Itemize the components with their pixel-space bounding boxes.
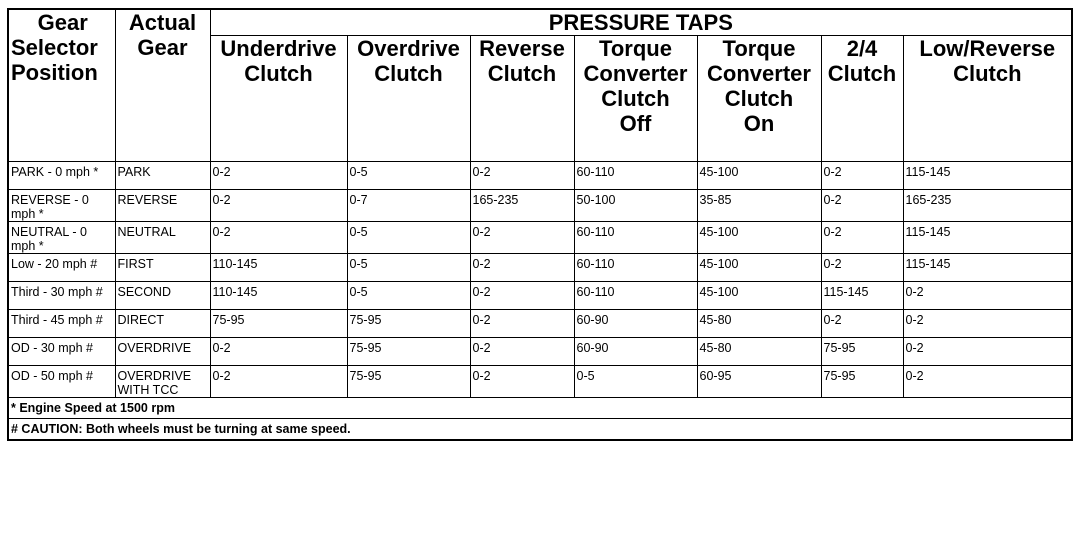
cell-tcc-off: 0-5 [574, 366, 697, 398]
cell-underdrive: 0-2 [210, 222, 347, 254]
cell-tcc-on: 60-95 [697, 366, 821, 398]
header-torque-converter-clutch-off [574, 36, 697, 162]
note-engine-speed: * Engine Speed at 1500 rpm [8, 398, 1072, 419]
table-row [8, 254, 1072, 282]
header-line: 2/4 [846, 36, 878, 61]
cell-reverse: 0-2 [470, 254, 574, 282]
cell-actual-gear: SECOND [115, 282, 210, 310]
cell-tcc-on: 45-80 [697, 310, 821, 338]
cell-gear-selector: REVERSE - 0 mph * [8, 190, 115, 222]
header-line: On [743, 111, 775, 136]
cell-low-reverse: 115-145 [903, 162, 1072, 190]
header-line: Converter [583, 61, 688, 86]
cell-reverse: 0-2 [470, 366, 574, 398]
header-line: Low/Reverse [919, 36, 1056, 61]
cell-reverse: 0-2 [470, 338, 574, 366]
table-row [8, 190, 1072, 222]
cell-overdrive: 0-5 [347, 254, 470, 282]
cell-2-4: 75-95 [821, 366, 903, 398]
header-line: Gear [137, 35, 188, 60]
header-line: Actual [128, 10, 197, 35]
header-line: Off [619, 111, 652, 136]
cell-actual-gear: FIRST [115, 254, 210, 282]
header-reverse-clutch [470, 36, 574, 162]
cell-actual-gear: REVERSE [115, 190, 210, 222]
cell-underdrive: 0-2 [210, 190, 347, 222]
cell-actual-gear: PARK [115, 162, 210, 190]
note-caution: # CAUTION: Both wheels must be turning at same speed. [8, 419, 1072, 440]
cell-tcc-on: 35-85 [697, 190, 821, 222]
cell-tcc-off: 60-110 [574, 254, 697, 282]
header-line: Overdrive [357, 36, 460, 61]
cell-underdrive: 0-2 [210, 338, 347, 366]
header-line: Selector [11, 35, 98, 60]
cell-2-4: 0-2 [821, 254, 903, 282]
table-row [8, 162, 1072, 190]
header-torque-converter-clutch-on [697, 36, 821, 162]
cell-low-reverse: 0-2 [903, 366, 1072, 398]
cell-2-4: 0-2 [821, 190, 903, 222]
cell-low-reverse: 0-2 [903, 310, 1072, 338]
note-row [8, 419, 1072, 440]
header-actual-gear [115, 9, 210, 162]
cell-tcc-on: 45-100 [697, 222, 821, 254]
cell-underdrive: 75-95 [210, 310, 347, 338]
cell-gear-selector: NEUTRAL - 0 mph * [8, 222, 115, 254]
header-pressure-taps: PRESSURE TAPS [210, 9, 1072, 36]
cell-tcc-off: 60-110 [574, 162, 697, 190]
cell-tcc-off: 50-100 [574, 190, 697, 222]
header-line: Underdrive [220, 36, 337, 61]
header-line: Gear [37, 10, 88, 35]
cell-underdrive: 0-2 [210, 366, 347, 398]
cell-reverse: 0-2 [470, 282, 574, 310]
cell-gear-selector: OD - 50 mph # [8, 366, 115, 398]
cell-low-reverse: 115-145 [903, 254, 1072, 282]
cell-low-reverse: 115-145 [903, 222, 1072, 254]
cell-reverse: 0-2 [470, 162, 574, 190]
table-row [8, 366, 1072, 398]
header-line: Converter [707, 61, 811, 86]
cell-overdrive: 0-5 [347, 282, 470, 310]
cell-actual-gear: DIRECT [115, 310, 210, 338]
header-line: Clutch [724, 86, 794, 111]
header-line: Torque [599, 36, 672, 61]
header-gear-selector-position [8, 9, 115, 162]
pressure-taps-table [7, 8, 1073, 441]
header-line: Reverse [479, 36, 565, 61]
cell-gear-selector: PARK - 0 mph * [8, 162, 115, 190]
cell-overdrive: 75-95 [347, 338, 470, 366]
cell-actual-gear: OVERDRIVE WITH TCC [115, 366, 210, 398]
header-overdrive-clutch [347, 36, 470, 162]
cell-2-4: 75-95 [821, 338, 903, 366]
header-line: Position [11, 60, 98, 85]
cell-actual-gear: OVERDRIVE [115, 338, 210, 366]
cell-gear-selector: Third - 45 mph # [8, 310, 115, 338]
cell-underdrive: 110-145 [210, 282, 347, 310]
cell-underdrive: 110-145 [210, 254, 347, 282]
cell-tcc-off: 60-90 [574, 310, 697, 338]
cell-overdrive: 0-7 [347, 190, 470, 222]
cell-reverse: 0-2 [470, 222, 574, 254]
cell-tcc-off: 60-110 [574, 222, 697, 254]
cell-reverse: 0-2 [470, 310, 574, 338]
cell-tcc-on: 45-100 [697, 282, 821, 310]
header-low-reverse-clutch [903, 36, 1072, 162]
header-line: Clutch [953, 61, 1022, 86]
header-line: Clutch [244, 61, 313, 86]
cell-tcc-off: 60-90 [574, 338, 697, 366]
cell-tcc-off: 60-110 [574, 282, 697, 310]
header-line: Clutch [374, 61, 443, 86]
header-underdrive-clutch [210, 36, 347, 162]
table-row [8, 338, 1072, 366]
header-line: Clutch [827, 61, 897, 86]
header-line: Clutch [487, 61, 557, 86]
cell-actual-gear: NEUTRAL [115, 222, 210, 254]
cell-overdrive: 0-5 [347, 162, 470, 190]
table-row [8, 222, 1072, 254]
header-line: Torque [722, 36, 796, 61]
cell-tcc-on: 45-80 [697, 338, 821, 366]
header-2-4-clutch [821, 36, 903, 162]
note-row [8, 398, 1072, 419]
cell-gear-selector: Third - 30 mph # [8, 282, 115, 310]
cell-gear-selector: OD - 30 mph # [8, 338, 115, 366]
header-line: Clutch [601, 86, 670, 111]
cell-overdrive: 75-95 [347, 366, 470, 398]
cell-gear-selector: Low - 20 mph # [8, 254, 115, 282]
cell-overdrive: 0-5 [347, 222, 470, 254]
cell-2-4: 0-2 [821, 162, 903, 190]
cell-overdrive: 75-95 [347, 310, 470, 338]
cell-underdrive: 0-2 [210, 162, 347, 190]
cell-low-reverse: 165-235 [903, 190, 1072, 222]
cell-tcc-on: 45-100 [697, 254, 821, 282]
cell-2-4: 0-2 [821, 310, 903, 338]
cell-low-reverse: 0-2 [903, 282, 1072, 310]
table-row [8, 282, 1072, 310]
cell-low-reverse: 0-2 [903, 338, 1072, 366]
cell-2-4: 115-145 [821, 282, 903, 310]
cell-tcc-on: 45-100 [697, 162, 821, 190]
cell-2-4: 0-2 [821, 222, 903, 254]
cell-reverse: 165-235 [470, 190, 574, 222]
table-row [8, 310, 1072, 338]
